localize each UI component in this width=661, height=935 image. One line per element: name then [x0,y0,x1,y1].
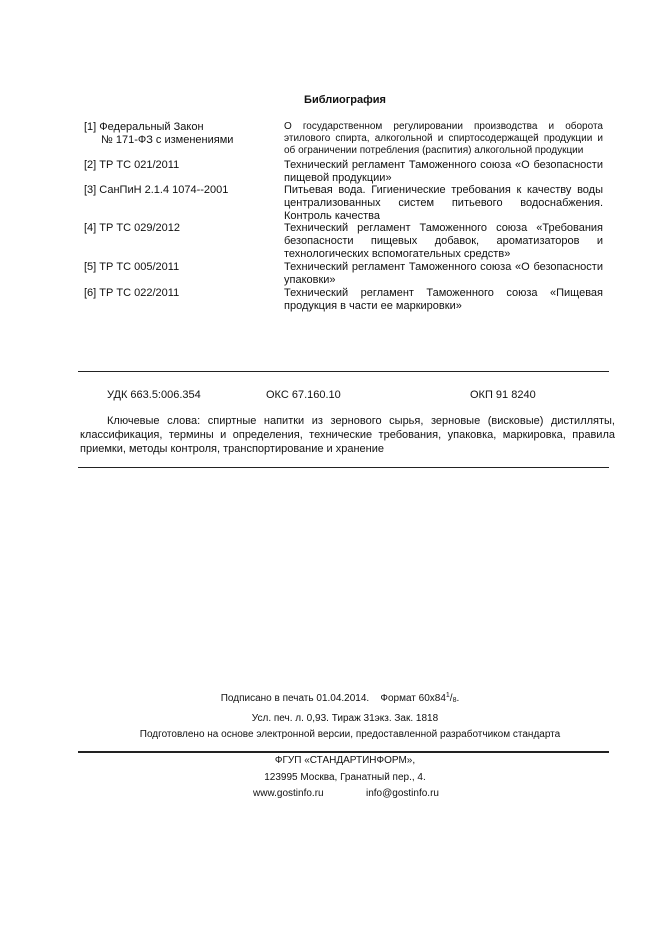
okp-code: ОКП 91 8240 [470,389,536,401]
page-title: Библиография [304,94,386,106]
bibliography-ref: [6] ТР ТС 022/2011 [84,287,180,299]
bibliography-ref: [3] СанПиН 2.1.4 1074--2001 [84,184,229,196]
bibliography-description: Питьевая вода. Гигиенические требования к качеству воды централизованных систем питьевого водоснабжения. Контроль качества [284,184,603,222]
bibliography-description: Технический регламент Таможенного союза «Требования безопасности пищевых добавок, ароматизаторов и технологических вспомогательных средств» [284,222,603,260]
keywords: Ключевые слова: спиртные напитки из зернового сырья, зерновые (вискoвые) дистилляты, классификация, термины и определения, технические требования, упаковка, маркировка, правила приемки, методы контроля, транспортирование и хранение [80,415,615,455]
bibliography-ref: [2] ТР ТС 021/2011 [84,159,180,171]
divider [78,467,609,468]
imprint-signed: Подписано в печать 01.04.2014. [220,693,370,704]
imprint-format: Формат 60х84 [380,693,446,704]
imprint-prepared: Подготовлено на основе электронной версии, предоставленной разработчиком стандарта [139,729,561,740]
bibliography-description: Технический регламент Таможенного союза «Пищевая продукция в части ее маркировки» [284,287,603,312]
imprint-format-sup: 1 [445,692,450,699]
bibliography-ref: [5] ТР ТС 005/2011 [84,261,180,273]
udk-code: УДК 663.5:006.354 [107,389,201,401]
imprint-publisher: ФГУП «СТАНДАРТИНФОРМ», [274,755,416,766]
imprint-signed-line: Подписано в печать 01.04.2014. Формат $60х84^1/_8$. [220,692,460,704]
imprint-format-end: . [456,693,460,704]
imprint-website[interactable]: www.gostinfo.ru [253,788,324,799]
bibliography-ref [84,121,280,147]
bibliography-ref: [4] ТР ТС 029/2012 [84,222,180,234]
bibliography-description: О государственном регулировании производства и оборота этилового спирта, алкогольной и спиртосодержащей продукции и об ограничении потребления (распития) алкогольной продукции [284,121,603,156]
bibliography-description: Технический регламент Таможенного союза «О безопасности упаковки» [284,261,603,286]
oks-code: ОКС 67.160.10 [266,389,341,401]
bibliography-description: Технический регламент Таможенного союза «О безопасности пищевой продукции» [284,159,603,184]
bibliography-ref-line: [1] Федеральный Закон [84,121,204,133]
divider [78,751,609,753]
imprint-print-info: Усл. печ. л. 0,93. Тираж 31экз. Зак. 1818 [251,713,439,724]
divider [78,371,609,372]
bibliography-ref-line: № 171-ФЗ с изменениями [101,134,234,146]
imprint-address: 123995 Москва, Гранатный пер., 4. [264,772,426,783]
imprint-format-sub: 8 [452,697,457,704]
imprint-email[interactable]: info@gostinfo.ru [366,788,439,799]
